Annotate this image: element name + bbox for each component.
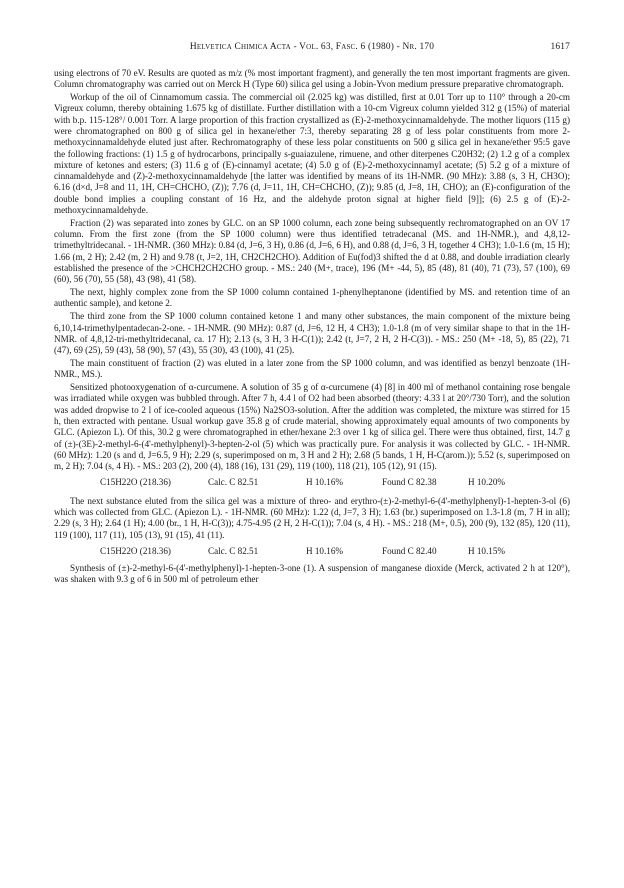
found-h: H 10.15%	[468, 545, 506, 556]
found-c: Found C 82.38	[382, 477, 437, 488]
paragraph-main-constituent: The main constituent of fraction (2) was eluted in a later zone from the SP 1000 column, and was identified as benzyl benzoate (1H-NMR., MS.).	[54, 357, 570, 380]
calc-c: Calc. C 82.51	[208, 545, 259, 556]
paragraph-intro: using electrons of 70 eV. Results are quoted as m/z (% most important fragment), and generally the ten most important fragments are given. Column chromatography was carried out on Merck H (Type 60) silica gel using a Jobin-Yvon medium pressure preparative chromatograph.	[54, 68, 570, 90]
page-number: 1617	[550, 42, 570, 52]
paragraph-workup: Workup of the oil of Cinnamomum cassia. The commercial oil (2.025 kg) was distilled, first at 0.01 Torr up to 110° through a 20-cm Vigreux column, thereby obtaining 1.675 kg of distillate. Further distillation with a 10-cm Vigreux column yielded 312 g (15%) of material with b.p. 115-128°/ 0.001 Torr. A large proportion of this fraction crystallized as (E)-2-methoxycinnamaldehyde. The mother liquors (115 g) were chromatographed on 800 g of silica gel in hexane/ether 7:3, thereby separating 28 g of less polar constituents from more 2-methoxycinnamaldehyde eluted just after. Rechromatography of these less polar constituents on 500 g silica gel in hexane/ether 95:5 gave the following fractions: (1) 1.5 g of hydrocarbons, principally s-guaiazulene, rimuene, and other diterpenes C20H32; (2) 1.2 g of a complex mixture of ketones and esters; (3) 11.6 g of (E)-cinnamyl acetate; (4) 5.0 g of (E)-2-methoxycinnamyl acetate; (5) 5.2 g of a mixture of cinnamaldehyde and (Z)-2-methoxycinnamaldehyde [the latter was identified by means of its 1H-NMR. (90 MHz): 3.88 (s, 3 H, CH3O); 6.16 (d×d, J=8 and 11, 1H, CH=CHCHO, (Z)); 7.76 (d, J=11, 1H, CH=CHCHO, (Z)); 9.85 (d, J=8, 1H, CHO); an (E)-configuration of the double bond implies a coupling constant of 16 Hz, and the aldehyde proton signal at higher field [9]]; (6) 2.5 g of (E)-2-methoxycinnamaldehyde.	[54, 92, 570, 216]
calc-h: H 10.16%	[306, 545, 344, 556]
found-c: Found C 82.40	[382, 545, 437, 556]
elemental-analysis-2	[54, 546, 570, 557]
paragraph-fraction-2: Fraction (2) was separated into zones by GLC. on an SP 1000 column, each zone being subsequently rechromatographed on an OV 17 column. From the first zone (from the SP 1000 column) were thus identified tetradecanal (MS. and 1H-NMR.), and 4,8,12-trimethyltridecanal. - 1H-NMR. (360 MHz): 0.84 (d, J=6, 3 H), 0.86 (d, J=6, 6 H), and 0.88 (d, J=6, 3 H, together 4 CH3); 1.0-1.6 (m, 15 H); 1.66 (m, 2 H); 2.42 (m, 2 H) and 9.78 (t, J=2, 1H, CH2CH2CHO). Addition of Eu(fod)3 shifted the d at 0.88, and double irradiation clearly established the presence of the >CHCH2CH2CHO group. - MS.: 240 (M+, trace), 196 (M+ -44, 5), 85 (48), 81 (40), 71 (73), 57 (100), 69 (60), 56 (70), 55 (58), 43 (98), 41 (58).	[54, 217, 570, 285]
article-body	[54, 68, 570, 587]
paragraph-photooxygenation: Sensitized photooxygenation of α-curcumene. A solution of 35 g of α-curcumene (4) [8] in 400 ml of methanol containing rose bengale was irradiated while oxygen was bubbled through. After 7 h, 4.4 l of O2 had been absorbed (theory: 4.33 l at 20°/730 Torr), and the solution was added dropwise to 2 l of ice-cooled aqueous (15%) Na2SO3-solution. After the addition was completed, the mixture was stirred for 15 h, then extracted with pentane. Usual workup gave 35.8 g of crude material, showing approximately equal amounts of two components by GLC. (Apiezon L). Of this, 30.2 g were chromatographed in ether/hexane 2:3 over 1 kg of silica gel. There were thus obtained, first, 14.7 g of (±)-(3E)-2-methyl-6-(4'-methylphenyl)-3-hepten-2-ol (5) which was practically pure. For analysis it was collected by GLC. - 1H-NMR. (60 MHz): 1.20 (s and d, J=6.5, 9 H); 2.29 (s, superimposed on m, 3 H and 2 H); 2.68 (5 bands, 1 H, H-C(arom.)); 5.52 (s, superimposed on m, 2 H); 7.04 (s, 4 H). - MS.: 203 (2), 200 (4), 188 (16), 131 (29), 119 (100), 118 (21), 105 (12), 91 (15).	[54, 382, 570, 472]
paragraph-third-zone: The third zone from the SP 1000 column contained ketone 1 and many other substances, the main component of the mixture being 6,10,14-trimethylpentadecan-2-one. - 1H-NMR. (90 MHz): 0.87 (d, J=6, 12 H, 4 CH3); 1.0-1.8 (m of very similar shape to that in the 1H-NMR. of 4,8,12-tri-methyltridecanal, ca. 17 H); 2.13 (s, 3 H, 3 H-C(1)); 2.42 (t, J=7, 2 H, 2 H-C(3)). - MS.: 250 (M+ -18, 5), 85 (22), 71 (47), 69 (25), 59 (43), 58 (90), 57 (43), 55 (30), 43 (100), 41 (25).	[54, 311, 570, 356]
journal-title: Helvetica Chimica Acta - Vol. 63, Fasc. 6 (1980) - Nr. 170	[189, 42, 435, 52]
elemental-analysis-1	[54, 477, 570, 488]
formula-mass: C15H22O (218.36)	[100, 545, 171, 556]
running-header	[54, 42, 570, 56]
found-h: H 10.20%	[468, 477, 506, 488]
paragraph-next-substance: The next substance eluted from the silica gel was a mixture of threo- and erythro-(±)-2-methyl-6-(4'-methylphenyl)-1-hepten-3-ol (6) which was collected from GLC. (Apiezon L). - 1H-NMR. (60 MHz): 1.22 (d, J=7, 3 H); 1.63 (br.) superimposed on 1.3-1.8 (m, 7 H in all); 2.29 (s, 3 H); 2.64 (1 H); 4.00 (br., 1 H, H-C(3)); 4.75-4.95 (2 H, 2 H-C(1)); 7.04 (s, 4 H). - MS.: 218 (M+, 0.5), 200 (9), 132 (85), 120 (11), 119 (100), 117 (11), 105 (13), 91 (15), 41 (11).	[54, 495, 570, 540]
paragraph-next-zone: The next, highly complex zone from the SP 1000 column contained 1-phenylheptanone (identified by MS. and retention time of an authentic sample), and ketone 2.	[54, 287, 570, 309]
paragraph-synthesis: Synthesis of (±)-2-methyl-6-(4'-methylphenyl)-1-hepten-3-one (1). A suspension of manganese dioxide (Merck, activated 2 h at 120°), was shaken with 9.3 g of 6 in 500 ml of petroleum ether	[54, 563, 570, 585]
formula-mass: C15H22O (218.36)	[100, 477, 171, 488]
calc-h: H 10.16%	[306, 477, 344, 488]
calc-c: Calc. C 82.51	[208, 477, 259, 488]
